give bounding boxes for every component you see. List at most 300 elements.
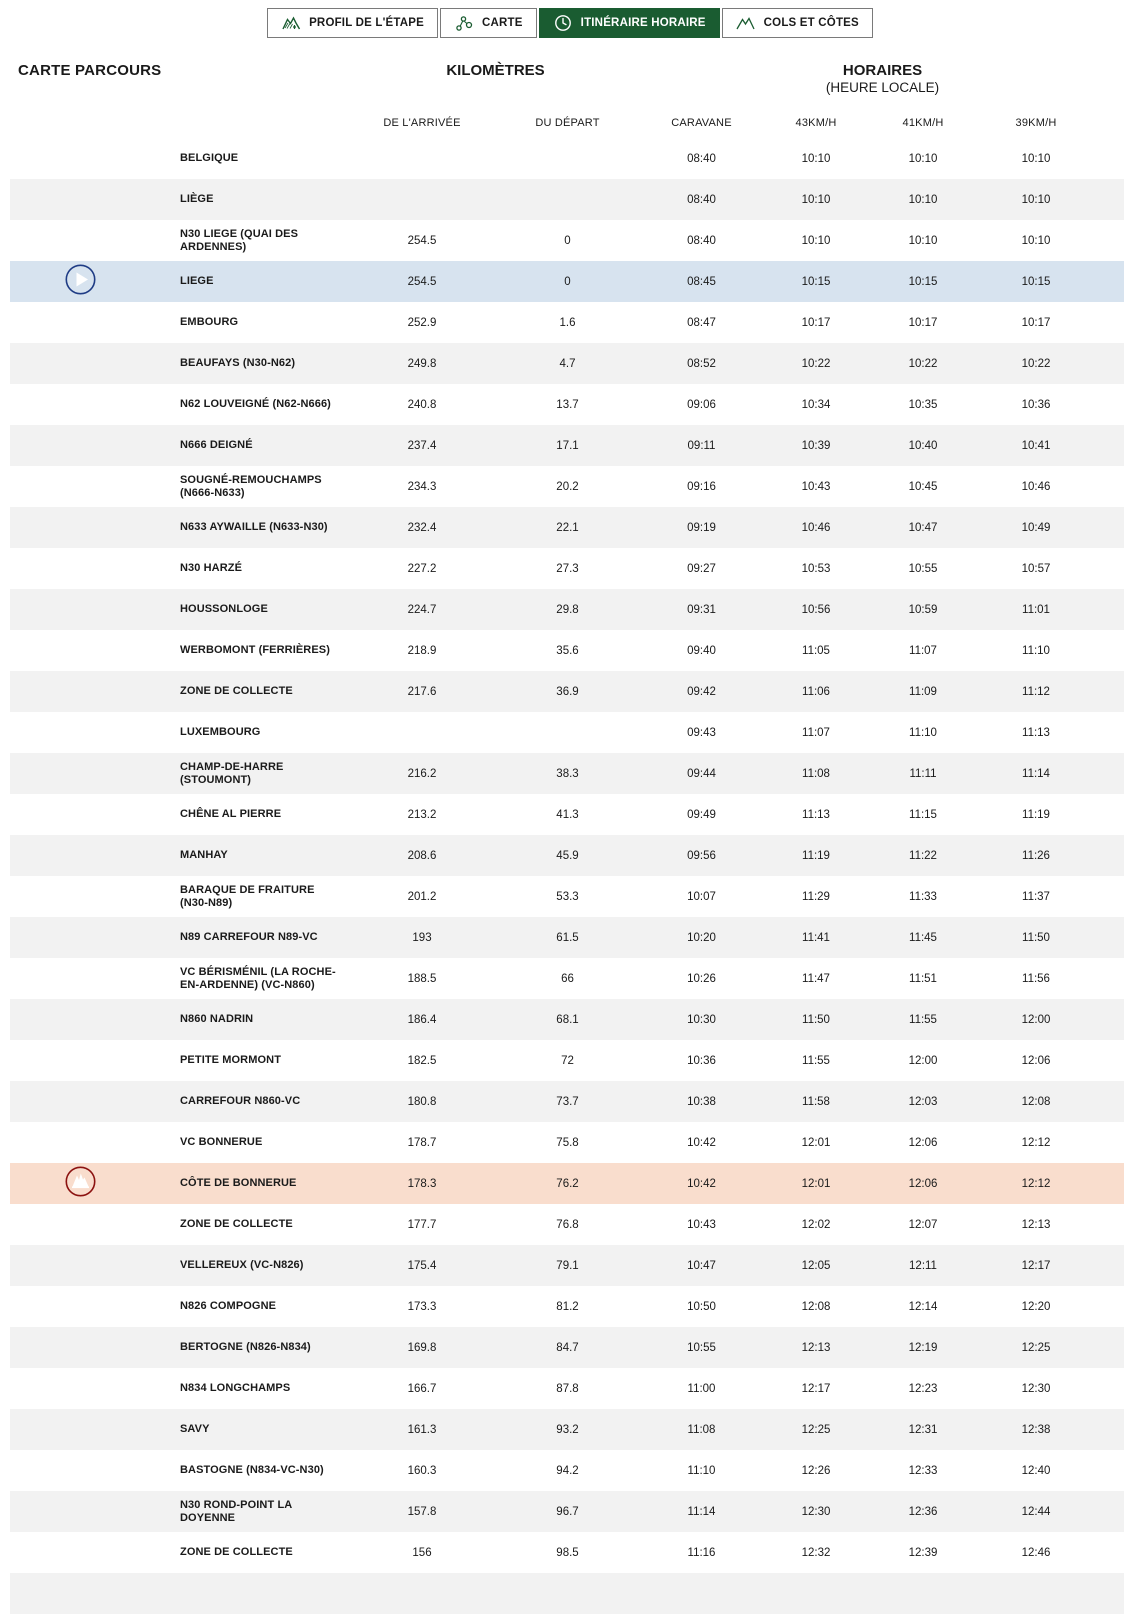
location-cell: PETITE MORMONT <box>180 1054 282 1066</box>
time-43kmh-cell: 10:46 <box>801 521 831 534</box>
km-from-start-cell: 0 <box>564 234 571 247</box>
itinerary-row <box>10 589 1124 630</box>
km-from-start-cell: 98.5 <box>556 1546 579 1559</box>
time-43kmh-cell: 12:30 <box>801 1505 831 1518</box>
caravane-time-cell: 10:42 <box>687 1136 716 1149</box>
col-header-43kmh: 43KM/H <box>795 117 837 129</box>
km-from-finish-cell: 180.8 <box>407 1095 437 1108</box>
time-41kmh-cell: 10:10 <box>908 193 938 206</box>
itinerary-row <box>10 1450 1124 1491</box>
time-43kmh-cell: 11:58 <box>802 1095 830 1108</box>
itinerary-row <box>10 179 1124 220</box>
km-from-start-cell: 96.7 <box>556 1505 579 1518</box>
km-from-finish-cell: 218.9 <box>407 644 437 657</box>
time-39kmh-cell: 12:20 <box>1021 1300 1051 1313</box>
time-41kmh-cell: 11:09 <box>909 685 937 698</box>
location-cell: VELLEREUX (VC-N826) <box>180 1259 304 1271</box>
km-from-start-cell: 84.7 <box>556 1341 579 1354</box>
itinerary-row <box>10 343 1124 384</box>
time-41kmh-cell: 11:07 <box>909 644 937 657</box>
km-from-finish-cell: 173.3 <box>407 1300 437 1313</box>
location-cell: N30 HARZÉ <box>180 562 243 574</box>
km-from-finish-cell: 249.8 <box>407 357 437 370</box>
time-41kmh-cell: 11:15 <box>909 808 937 821</box>
time-41kmh-cell: 12:07 <box>908 1218 938 1231</box>
caravane-time-cell: 11:16 <box>687 1546 716 1559</box>
km-from-start-cell: 87.8 <box>556 1382 579 1395</box>
km-from-start-cell: 76.2 <box>556 1177 579 1190</box>
km-from-start-cell: 53.3 <box>556 890 579 903</box>
time-39kmh-cell: 10:46 <box>1021 480 1051 493</box>
time-43kmh-cell: 11:41 <box>802 931 830 944</box>
caravane-time-cell: 09:56 <box>687 849 716 862</box>
location-cell: CARREFOUR N860-VC <box>180 1095 301 1107</box>
tab-carte[interactable] <box>440 8 537 38</box>
location-cell: BASTOGNE (N834-VC-N30) <box>180 1464 324 1476</box>
time-43kmh-cell: 10:15 <box>801 275 831 288</box>
tab-label: CARTE <box>482 17 523 29</box>
time-39kmh-cell: 11:56 <box>1022 972 1050 985</box>
time-43kmh-cell: 10:53 <box>801 562 831 575</box>
location-cell: BEAUFAYS (N30-N62) <box>180 357 296 369</box>
time-43kmh-cell: 12:01 <box>801 1136 831 1149</box>
time-41kmh-cell: 10:45 <box>908 480 938 493</box>
km-from-finish-cell: 234.3 <box>407 480 437 493</box>
table-column-header <box>10 117 1124 129</box>
map-route-icon <box>454 14 474 32</box>
location-cell: N89 CARREFOUR N89-VC <box>180 931 318 943</box>
caravane-time-cell: 10:47 <box>687 1259 716 1272</box>
location-cell: SOUGNÉ-REMOUCHAMPS (N666-N633) <box>180 473 322 499</box>
time-43kmh-cell: 10:43 <box>801 480 831 493</box>
col-header-du-depart: DU DÉPART <box>535 117 600 129</box>
itinerary-row <box>10 876 1124 917</box>
km-from-start-cell: 17.1 <box>556 439 579 452</box>
table-group-header <box>10 62 1124 95</box>
km-from-start-cell: 27.3 <box>556 562 579 575</box>
time-43kmh-cell: 10:34 <box>801 398 831 411</box>
time-43kmh-cell: 10:10 <box>801 152 831 165</box>
km-from-finish-cell: 178.7 <box>407 1136 437 1149</box>
itinerary-row <box>10 917 1124 958</box>
location-cell: MANHAY <box>180 849 228 861</box>
km-from-finish-cell: 208.6 <box>407 849 437 862</box>
caravane-time-cell: 10:36 <box>687 1054 716 1067</box>
location-cell: CHÊNE AL PIERRE <box>180 808 282 820</box>
km-from-start-cell: 1.6 <box>559 316 576 329</box>
itinerary-row <box>10 753 1124 794</box>
km-from-start-cell: 81.2 <box>556 1300 579 1313</box>
caravane-time-cell: 08:40 <box>687 193 716 206</box>
km-from-start-cell: 73.7 <box>556 1095 579 1108</box>
location-cell: N834 LONGCHAMPS <box>180 1382 291 1394</box>
time-39kmh-cell: 12:40 <box>1021 1464 1051 1477</box>
km-from-finish-cell: 166.7 <box>407 1382 437 1395</box>
time-41kmh-cell: 10:40 <box>908 439 938 452</box>
itinerary-row <box>10 712 1124 753</box>
km-from-start-cell: 76.8 <box>556 1218 579 1231</box>
time-41kmh-cell: 12:00 <box>908 1054 938 1067</box>
itinerary-row <box>10 1204 1124 1245</box>
km-from-finish-cell: 178.3 <box>407 1177 437 1190</box>
km-from-finish-cell: 160.3 <box>407 1464 437 1477</box>
itinerary-row <box>10 794 1124 835</box>
km-from-finish-cell: 216.2 <box>407 767 437 780</box>
time-41kmh-cell: 12:11 <box>909 1259 937 1272</box>
km-from-finish-cell: 213.2 <box>407 808 437 821</box>
km-from-start-cell: 29.8 <box>556 603 579 616</box>
time-43kmh-cell: 11:07 <box>802 726 830 739</box>
time-39kmh-cell: 10:22 <box>1021 357 1051 370</box>
km-from-start-cell: 4.7 <box>559 357 576 370</box>
caravane-time-cell: 09:16 <box>687 480 716 493</box>
time-41kmh-cell: 12:14 <box>908 1300 938 1313</box>
time-43kmh-cell: 11:13 <box>802 808 830 821</box>
km-from-start-cell: 45.9 <box>556 849 579 862</box>
time-39kmh-cell: 11:01 <box>1022 603 1050 616</box>
time-43kmh-cell: 10:56 <box>801 603 831 616</box>
location-cell: SAVY <box>180 1423 210 1435</box>
time-41kmh-cell: 10:22 <box>908 357 938 370</box>
caravane-time-cell: 09:27 <box>687 562 716 575</box>
heure-locale-subtitle: (HEURE LOCALE) <box>825 80 940 95</box>
time-39kmh-cell: 11:19 <box>1022 808 1050 821</box>
itinerary-row <box>10 1573 1124 1614</box>
itinerary-row <box>10 1409 1124 1450</box>
caravane-time-cell: 08:52 <box>687 357 716 370</box>
time-41kmh-cell: 11:11 <box>909 767 937 780</box>
caravane-time-cell: 10:07 <box>687 890 716 903</box>
km-from-start-cell: 20.2 <box>556 480 579 493</box>
time-39kmh-cell: 12:12 <box>1021 1136 1051 1149</box>
time-43kmh-cell: 12:25 <box>801 1423 831 1436</box>
itinerary-sheet <box>10 62 1124 1614</box>
kilometres-heading: KILOMÈTRES <box>446 62 545 79</box>
km-from-finish-cell: 188.5 <box>407 972 437 985</box>
horaires-heading <box>641 62 1124 95</box>
caravane-time-cell: 08:45 <box>687 275 716 288</box>
km-from-start-cell: 68.1 <box>556 1013 579 1026</box>
km-from-start-cell: 35.6 <box>556 644 579 657</box>
itinerary-row <box>10 384 1124 425</box>
location-cell: ZONE DE COLLECTE <box>180 1218 293 1230</box>
caravane-time-cell: 11:00 <box>687 1382 716 1395</box>
location-cell: WERBOMONT (FERRIÈRES) <box>180 644 330 656</box>
time-43kmh-cell: 11:47 <box>802 972 830 985</box>
location-cell <box>150 1588 350 1600</box>
time-39kmh-cell: 11:37 <box>1022 890 1050 903</box>
time-43kmh-cell: 11:08 <box>802 767 830 780</box>
caravane-time-cell: 10:30 <box>687 1013 716 1026</box>
caravane-time-cell: 10:55 <box>687 1341 716 1354</box>
time-43kmh-cell: 10:22 <box>801 357 831 370</box>
km-from-finish-cell: 156 <box>412 1546 432 1559</box>
time-39kmh-cell: 11:13 <box>1022 726 1050 739</box>
itinerary-row <box>10 1368 1124 1409</box>
km-from-finish-cell: 227.2 <box>407 562 437 575</box>
time-43kmh-cell: 12:08 <box>801 1300 831 1313</box>
time-39kmh-cell: 12:06 <box>1021 1054 1051 1067</box>
km-from-finish-cell: 157.8 <box>407 1505 437 1518</box>
location-cell: N30 LIEGE (QUAI DES ARDENNES) <box>180 227 299 253</box>
col-header-de-larrivee: DE L'ARRIVÉE <box>383 117 461 129</box>
time-41kmh-cell: 12:19 <box>908 1341 938 1354</box>
time-39kmh-cell: 12:13 <box>1021 1218 1051 1231</box>
km-from-finish-cell: 182.5 <box>407 1054 437 1067</box>
location-cell: LUXEMBOURG <box>180 726 261 738</box>
itinerary-row <box>10 507 1124 548</box>
time-41kmh-cell: 11:22 <box>909 849 937 862</box>
time-39kmh-cell: 10:10 <box>1021 234 1051 247</box>
time-43kmh-cell: 11:19 <box>802 849 830 862</box>
carte-parcours-heading: CARTE PARCOURS <box>18 62 162 79</box>
time-41kmh-cell: 12:31 <box>908 1423 938 1436</box>
location-cell: HOUSSONLOGE <box>180 603 268 615</box>
location-cell: BERTOGNE (N826-N834) <box>180 1341 311 1353</box>
km-from-start-cell: 36.9 <box>556 685 579 698</box>
caravane-time-cell: 10:43 <box>687 1218 716 1231</box>
time-39kmh-cell: 10:17 <box>1021 316 1051 329</box>
time-41kmh-cell: 10:47 <box>908 521 938 534</box>
time-43kmh-cell: 12:02 <box>801 1218 831 1231</box>
km-from-start-cell: 94.2 <box>556 1464 579 1477</box>
time-39kmh-cell: 12:38 <box>1021 1423 1051 1436</box>
time-43kmh-cell: 12:32 <box>801 1546 831 1559</box>
itinerary-row <box>10 1040 1124 1081</box>
itinerary-row <box>10 466 1124 507</box>
caravane-time-cell: 09:49 <box>687 808 716 821</box>
stage-tabbar <box>0 0 1140 38</box>
time-43kmh-cell: 12:01 <box>801 1177 831 1190</box>
km-from-finish-cell: 186.4 <box>407 1013 437 1026</box>
time-41kmh-cell: 12:36 <box>908 1505 938 1518</box>
time-43kmh-cell: 12:05 <box>801 1259 831 1272</box>
location-cell: ZONE DE COLLECTE <box>180 1546 293 1558</box>
time-39kmh-cell: 10:10 <box>1021 152 1051 165</box>
caravane-time-cell: 11:10 <box>687 1464 716 1477</box>
time-39kmh-cell: 12:44 <box>1021 1505 1051 1518</box>
km-from-start-cell: 0 <box>564 275 571 288</box>
km-from-finish-cell: 240.8 <box>407 398 437 411</box>
km-from-start-cell: 13.7 <box>556 398 579 411</box>
time-41kmh-cell: 10:10 <box>908 234 938 247</box>
time-43kmh-cell: 11:05 <box>802 644 830 657</box>
itinerary-row <box>10 220 1124 261</box>
itinerary-row <box>10 1081 1124 1122</box>
caravane-time-cell: 09:43 <box>687 726 716 739</box>
tab-label: PROFIL DE L'ÉTAPE <box>309 17 425 29</box>
time-43kmh-cell: 11:50 <box>802 1013 830 1026</box>
time-39kmh-cell: 10:10 <box>1021 193 1051 206</box>
caravane-time-cell: 08:40 <box>687 152 716 165</box>
clock-icon <box>553 14 573 32</box>
tab-cols-et-cotes[interactable] <box>722 8 873 38</box>
location-cell: CHAMP-DE-HARRE (STOUMONT) <box>180 760 284 786</box>
km-from-finish-cell: 193 <box>412 931 432 944</box>
time-43kmh-cell: 12:17 <box>801 1382 831 1395</box>
caravane-time-cell: 10:26 <box>687 972 716 985</box>
col-header-41kmh: 41KM/H <box>902 117 944 129</box>
km-from-finish-cell: 161.3 <box>407 1423 437 1436</box>
itinerary-row <box>10 671 1124 712</box>
km-from-finish-cell: 169.8 <box>407 1341 437 1354</box>
time-41kmh-cell: 12:03 <box>908 1095 938 1108</box>
caravane-time-cell: 09:40 <box>687 644 716 657</box>
time-39kmh-cell: 11:12 <box>1022 685 1050 698</box>
location-cell: N633 AYWAILLE (N633-N30) <box>180 521 328 533</box>
time-43kmh-cell: 11:55 <box>802 1054 830 1067</box>
km-from-finish-cell: 224.7 <box>407 603 437 616</box>
time-43kmh-cell: 10:39 <box>801 439 831 452</box>
tab-profil-etape[interactable] <box>267 8 438 38</box>
itinerary-row <box>10 1245 1124 1286</box>
time-43kmh-cell: 11:06 <box>802 685 830 698</box>
time-41kmh-cell: 11:45 <box>909 931 937 944</box>
time-41kmh-cell: 11:33 <box>909 890 937 903</box>
itinerary-row <box>10 1122 1124 1163</box>
time-41kmh-cell: 11:51 <box>909 972 937 985</box>
time-39kmh-cell: 10:36 <box>1021 398 1051 411</box>
time-41kmh-cell: 10:55 <box>908 562 938 575</box>
time-41kmh-cell: 10:17 <box>908 316 938 329</box>
itinerary-row <box>10 1163 1124 1204</box>
location-cell: N30 ROND-POINT LA DOYENNE <box>180 1498 292 1524</box>
km-from-finish-cell: 237.4 <box>407 439 437 452</box>
row-marker-cell <box>10 1166 150 1202</box>
time-39kmh-cell: 10:57 <box>1021 562 1051 575</box>
caravane-time-cell: 10:50 <box>687 1300 716 1313</box>
itinerary-row <box>10 630 1124 671</box>
caravane-time-cell: 08:40 <box>687 234 716 247</box>
location-cell: VC BÉRISMÉNIL (LA ROCHE-EN-ARDENNE) (VC-N860) <box>180 965 336 991</box>
location-cell: LIÈGE <box>180 193 214 205</box>
col-header-39kmh: 39KM/H <box>1015 117 1057 129</box>
row-marker-cell <box>10 264 150 300</box>
time-41kmh-cell: 12:33 <box>908 1464 938 1477</box>
caravane-time-cell: 09:11 <box>687 439 716 452</box>
itinerary-row <box>10 1286 1124 1327</box>
time-41kmh-cell: 12:39 <box>908 1546 938 1559</box>
location-cell: BELGIQUE <box>180 152 239 164</box>
time-41kmh-cell: 10:10 <box>908 152 938 165</box>
location-cell: VC BONNERUE <box>180 1136 263 1148</box>
itinerary-row <box>10 1491 1124 1532</box>
caravane-time-cell: 09:19 <box>687 521 716 534</box>
location-cell: LIEGE <box>180 275 214 287</box>
time-41kmh-cell: 11:55 <box>909 1013 937 1026</box>
caravane-time-cell: 09:44 <box>687 767 716 780</box>
time-41kmh-cell: 11:10 <box>909 726 937 739</box>
itinerary-row <box>10 958 1124 999</box>
time-41kmh-cell: 12:06 <box>908 1177 938 1190</box>
km-from-start-cell: 75.8 <box>556 1136 579 1149</box>
itinerary-table-body <box>10 138 1124 1614</box>
caravane-time-cell: 11:08 <box>687 1423 716 1436</box>
time-43kmh-cell: 12:13 <box>801 1341 831 1354</box>
location-cell: EMBOURG <box>180 316 239 328</box>
stage-profile-icon <box>281 14 301 32</box>
km-from-start-cell: 93.2 <box>556 1423 579 1436</box>
itinerary-row <box>10 835 1124 876</box>
location-cell: ZONE DE COLLECTE <box>180 685 293 697</box>
time-41kmh-cell: 12:06 <box>908 1136 938 1149</box>
depart-icon <box>65 264 96 300</box>
km-from-start-cell: 22.1 <box>556 521 579 534</box>
time-39kmh-cell: 12:30 <box>1021 1382 1051 1395</box>
km-from-start-cell: 41.3 <box>556 808 579 821</box>
km-from-finish-cell: 201.2 <box>407 890 437 903</box>
time-43kmh-cell: 10:17 <box>801 316 831 329</box>
itinerary-row <box>10 261 1124 302</box>
caravane-time-cell: 08:47 <box>687 316 716 329</box>
mountain-peaks-icon <box>736 14 756 32</box>
km-from-start-cell: 79.1 <box>556 1259 579 1272</box>
itinerary-row <box>10 548 1124 589</box>
time-43kmh-cell: 11:29 <box>802 890 830 903</box>
caravane-time-cell: 09:06 <box>687 398 716 411</box>
tab-itineraire-horaire[interactable] <box>539 8 720 38</box>
km-from-finish-cell: 232.4 <box>407 521 437 534</box>
time-39kmh-cell: 12:17 <box>1021 1259 1051 1272</box>
location-cell: N666 DEIGNÉ <box>180 439 253 451</box>
itinerary-row <box>10 999 1124 1040</box>
time-39kmh-cell: 12:00 <box>1021 1013 1051 1026</box>
time-39kmh-cell: 12:08 <box>1021 1095 1051 1108</box>
time-41kmh-cell: 10:15 <box>908 275 938 288</box>
time-41kmh-cell: 10:59 <box>908 603 938 616</box>
itinerary-row <box>10 425 1124 466</box>
caravane-time-cell: 10:38 <box>687 1095 716 1108</box>
itinerary-row <box>10 1327 1124 1368</box>
time-39kmh-cell: 12:12 <box>1021 1177 1051 1190</box>
time-39kmh-cell: 10:15 <box>1021 275 1051 288</box>
time-39kmh-cell: 11:14 <box>1022 767 1050 780</box>
itinerary-row <box>10 302 1124 343</box>
km-from-finish-cell: 252.9 <box>407 316 437 329</box>
time-43kmh-cell: 12:26 <box>801 1464 831 1477</box>
km-from-start-cell: 38.3 <box>556 767 579 780</box>
time-39kmh-cell: 12:46 <box>1021 1546 1051 1559</box>
time-39kmh-cell: 11:26 <box>1022 849 1050 862</box>
climb-icon <box>65 1166 96 1202</box>
km-from-start-cell: 72 <box>561 1054 574 1067</box>
km-from-finish-cell: 254.5 <box>407 275 437 288</box>
km-from-start-cell: 66 <box>561 972 574 985</box>
itinerary-row <box>10 1532 1124 1573</box>
km-from-finish-cell: 217.6 <box>407 685 437 698</box>
time-39kmh-cell: 11:50 <box>1022 931 1050 944</box>
location-cell: N826 COMPOGNE <box>180 1300 277 1312</box>
km-from-finish-cell: 177.7 <box>407 1218 437 1231</box>
km-from-finish-cell: 175.4 <box>407 1259 437 1272</box>
tab-label: COLS ET CÔTES <box>763 17 859 29</box>
location-cell: N860 NADRIN <box>180 1013 254 1025</box>
location-cell: N62 LOUVEIGNÉ (N62-N666) <box>180 398 331 410</box>
location-cell: CÔTE DE BONNERUE <box>180 1177 297 1189</box>
caravane-time-cell: 10:42 <box>687 1177 716 1190</box>
time-39kmh-cell: 12:25 <box>1021 1341 1051 1354</box>
caravane-time-cell: 09:42 <box>687 685 716 698</box>
tab-label: ITINÉRAIRE HORAIRE <box>580 17 706 29</box>
caravane-time-cell: 10:20 <box>687 931 716 944</box>
time-43kmh-cell: 10:10 <box>801 234 831 247</box>
col-header-caravane: CARAVANE <box>671 117 732 129</box>
location-cell: BARAQUE DE FRAITURE (N30-N89) <box>180 883 315 909</box>
caravane-time-cell: 11:14 <box>687 1505 716 1518</box>
time-43kmh-cell: 10:10 <box>801 193 831 206</box>
km-from-start-cell: 61.5 <box>556 931 579 944</box>
itinerary-row <box>10 138 1124 179</box>
